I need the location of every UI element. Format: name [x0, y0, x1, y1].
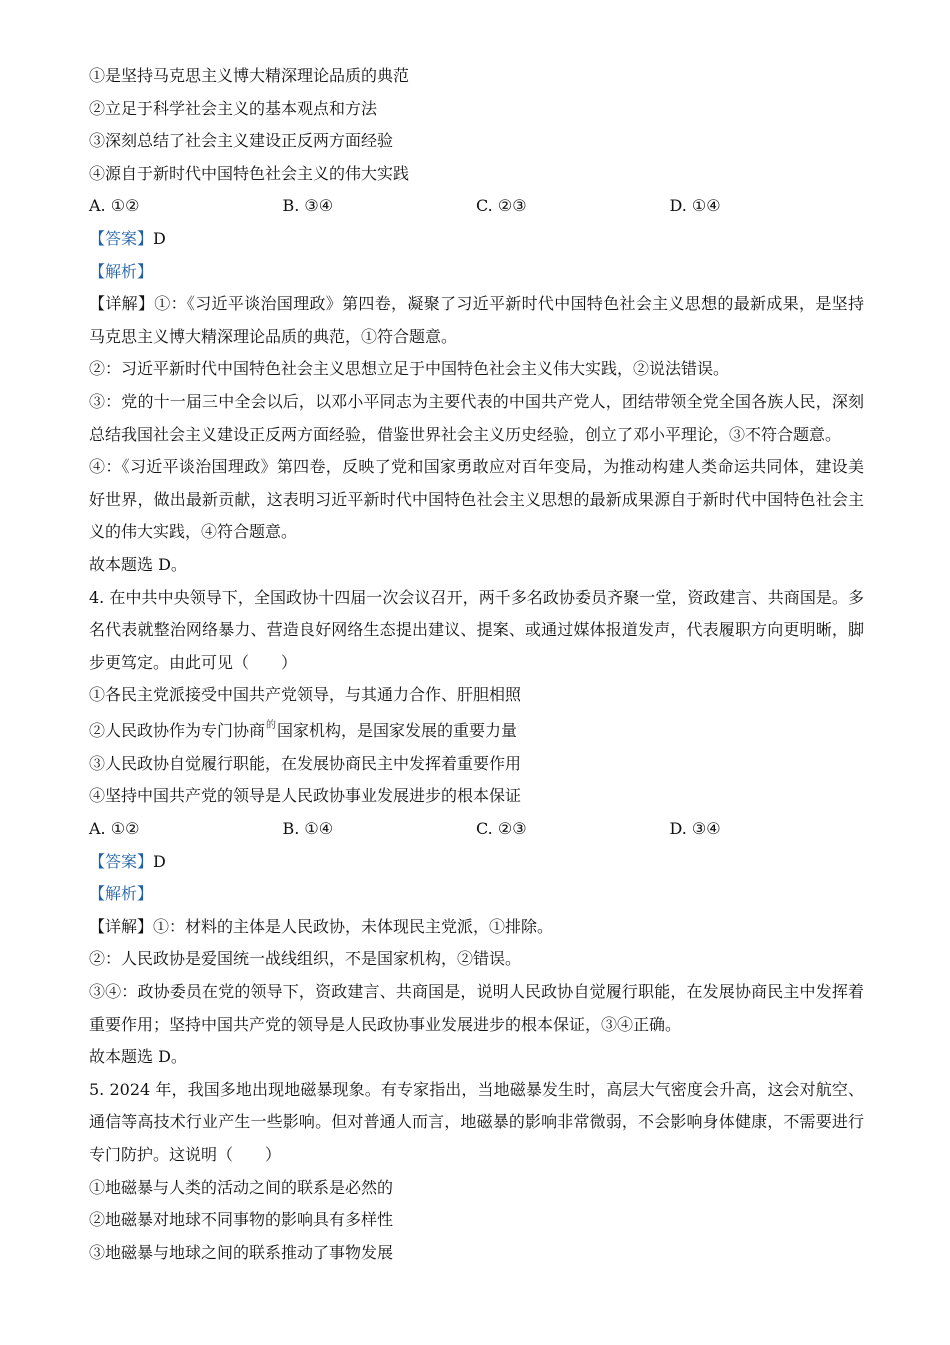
q3-item-2: ②立足于科学社会主义的基本观点和方法: [89, 98, 378, 118]
answer-tag: 【答案】: [89, 228, 154, 248]
q3-option-a: A. ①②: [89, 196, 140, 216]
q3-option-c: C. ②③: [476, 196, 527, 216]
q5-item-3: ③地磁暴与地球之间的联系推动了事物发展: [89, 1242, 394, 1262]
q3-option-b: B. ③④: [282, 196, 334, 216]
q4-stem: 4. 在中共中央领导下，全国政协十四届一次会议召开，两千多名政协委员齐聚一堂，资政建言、共商国是。多名代表就整治网络暴力、营造良好网络生态提出建议、提案、或通过媒体报道发声，代表履职方向更明晰，脚步更笃定。由此可见（ ）: [89, 587, 864, 672]
q5-item-1: ①地磁暴与人类的活动之间的联系是必然的: [89, 1177, 394, 1197]
q4-item-2: ②人民政协作为专门协商$^的$国家机构，是国家发展的重要力量: [89, 719, 518, 740]
q3-options: [89, 190, 864, 223]
stray-superscript: 的: [266, 719, 277, 731]
q3-conclusion: 故本题选 D。: [89, 554, 187, 574]
q3-item-1: ①是坚持马克思主义博大精深理论品质的典范: [89, 66, 410, 85]
q5-stem: 5. 2024 年，我国多地出现地磁暴现象。有专家指出，当地磁暴发生时，高层大气密度会升高，这会对航空、通信等高技术行业产生一些影响。但对普通人而言，地磁暴的影响非常微弱，不会影响身体健康，不需要进行专门防护。这说明（ ）: [89, 1079, 864, 1164]
q4-item-4: ④坚持中国共产党的领导是人民政协事业发展进步的根本保证: [89, 786, 522, 806]
document-page: [89, 60, 864, 1269]
q4-detail-3: ③④：政协委员在党的领导下，资政建言、共商国是，说明人民政协自觉履行职能，在发展协商民主中发挥着重要作用；坚持中国共产党的领导是人民政协事业发展进步的根本保证，③④正确。: [89, 982, 864, 1034]
q3-detail-2: ②：习近平新时代中国特色社会主义思想立足于中国特色社会主义伟大实践，②说法错误。: [89, 359, 730, 379]
q3-detail-3: ③：党的十一届三中全会以后，以邓小平同志为主要代表的中国共产党人，团结带领全党全国各族人民，深刻总结我国社会主义建设正反两方面经验，借鉴世界社会主义历史经验，创立了邓小平理论，③不符合题意。: [89, 391, 864, 444]
q3-item-4: ④源自于新时代中国特色社会主义的伟大实践: [89, 163, 410, 183]
q4-option-a: A. ①②: [89, 819, 140, 839]
q4-option-d: D. ③④: [669, 819, 721, 839]
q4-item-3: ③人民政协自觉履行职能，在发展协商民主中发挥着重要作用: [89, 753, 522, 773]
q3-detail-1: 【详解】①：《习近平谈治国理政》第四卷，凝聚了习近平新时代中国特色社会主义思想的最新成果，是坚持马克思主义博大精深理论品质的典范，①符合题意。: [89, 294, 864, 346]
q3-item-3: ③深刻总结了社会主义建设正反两方面经验: [89, 131, 394, 151]
q4-answer: [89, 846, 864, 879]
answer-value: D: [153, 228, 166, 248]
detail-tag: 【详解】: [89, 294, 155, 314]
q4-detail-1: 【详解】①：材料的主体是人民政协，未体现民主党派，①排除。: [89, 916, 554, 936]
q3-answer: [89, 223, 864, 256]
q4-conclusion: 故本题选 D。: [89, 1047, 187, 1067]
q4-detail-2: ②：人民政协是爱国统一战线组织，不是国家机构，②错误。: [89, 949, 522, 969]
q4-analysis-tag: 【解析】: [89, 884, 154, 904]
q4-item-1: ①各民主党派接受中国共产党领导，与其通力合作、肝胆相照: [89, 685, 522, 705]
q4-option-c: C. ②③: [476, 819, 527, 839]
q3-option-d: D. ①④: [669, 196, 721, 216]
q4-option-b: B. ①④: [282, 819, 334, 839]
q4-options: [89, 813, 864, 846]
q3-detail-4: ④：《习近平谈治国理政》第四卷，反映了党和国家勇敢应对百年变局，为推动构建人类命运共同体，建设美好世界，做出最新贡献，这表明习近平新时代中国特色社会主义思想的最新成果源自于新时代中国特色社会主义的伟大实践，④符合题意。: [89, 457, 864, 542]
detail-tag: 【详解】: [89, 916, 154, 936]
q5-item-2: ②地磁暴对地球不同事物的影响具有多样性: [89, 1210, 394, 1230]
answer-tag: 【答案】: [89, 851, 154, 871]
q3-analysis-tag: 【解析】: [89, 261, 154, 281]
answer-value: D: [153, 851, 166, 871]
